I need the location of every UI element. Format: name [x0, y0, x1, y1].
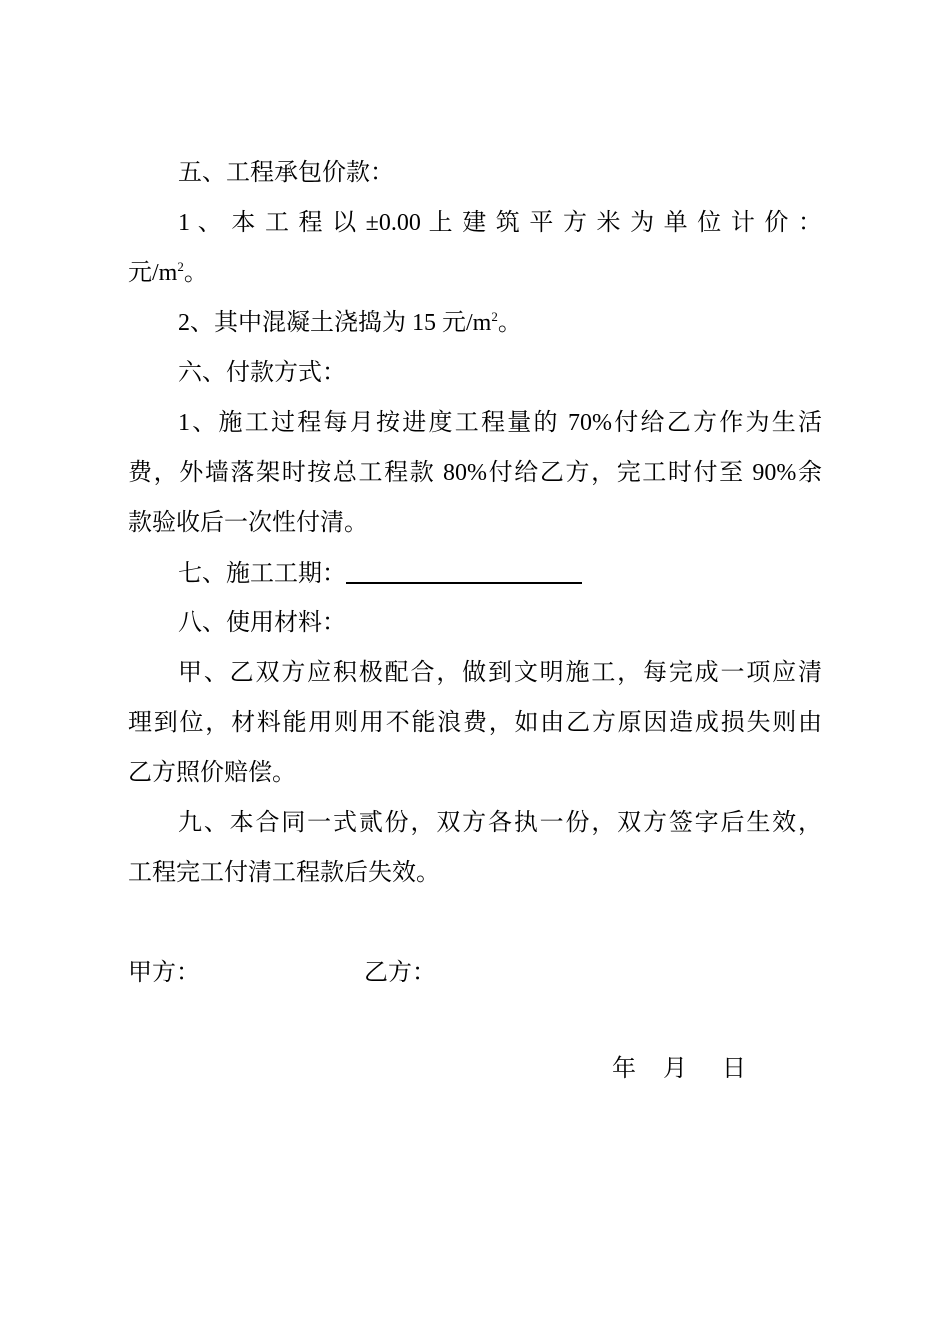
date-year: 年 [612, 1056, 636, 1082]
item-2-text: 2、其中混凝土浇捣为 15 元/m [178, 310, 492, 336]
party-b-label: 乙方： [364, 960, 436, 986]
section-5-title: 五、工程承包价款： [178, 160, 394, 186]
section-8-line-1: 甲、乙双方应积极配合，做到文明施工，每完成一项应清 [178, 660, 822, 686]
section-8-title: 八、使用材料： [178, 610, 346, 636]
section-6-title: 六、付款方式： [178, 360, 346, 386]
unit-end: 。 [183, 260, 208, 286]
section-7 [178, 558, 822, 589]
section-8-line-2: 理到位，材料能用则用不能浪费，如由乙方原因造成损失则由 [128, 710, 822, 736]
party-a-label: 甲方： [128, 960, 200, 986]
section-6-line-2: 费，外墙落架时按总工程款 80%付给乙方，完工时付至 90%余 [128, 460, 822, 486]
item-2-superscript: 2 [491, 309, 498, 324]
section-5-item-1: 1 、 本 工 程 以 ±0.00 上 建 筑 平 方 米 为 单 位 计 价 ： [178, 210, 822, 236]
section-5-item-2 [178, 308, 822, 338]
item-2-end: 。 [497, 310, 522, 336]
section-8-line-3: 乙方照价赔偿。 [128, 760, 296, 786]
section-9-line-1: 九、本合同一式贰份，双方各执一份，双方签字后生效， [178, 810, 822, 836]
section-9-line-2: 工程完工付清工程款后失效。 [128, 860, 440, 886]
construction-period-blank [346, 558, 582, 584]
section-7-title: 七、施工工期： [178, 561, 346, 587]
unit-text: 元/m [128, 260, 178, 286]
section-6-line-3: 款验收后一次性付清。 [128, 510, 368, 536]
section-5-item-1-unit [128, 258, 822, 288]
unit-superscript: 2 [177, 259, 184, 274]
section-6-line-1: 1、施工过程每月按进度工程量的 70%付给乙方作为生活 [178, 410, 822, 436]
date-month: 月 [663, 1056, 687, 1082]
date-day: 日 [722, 1056, 746, 1082]
